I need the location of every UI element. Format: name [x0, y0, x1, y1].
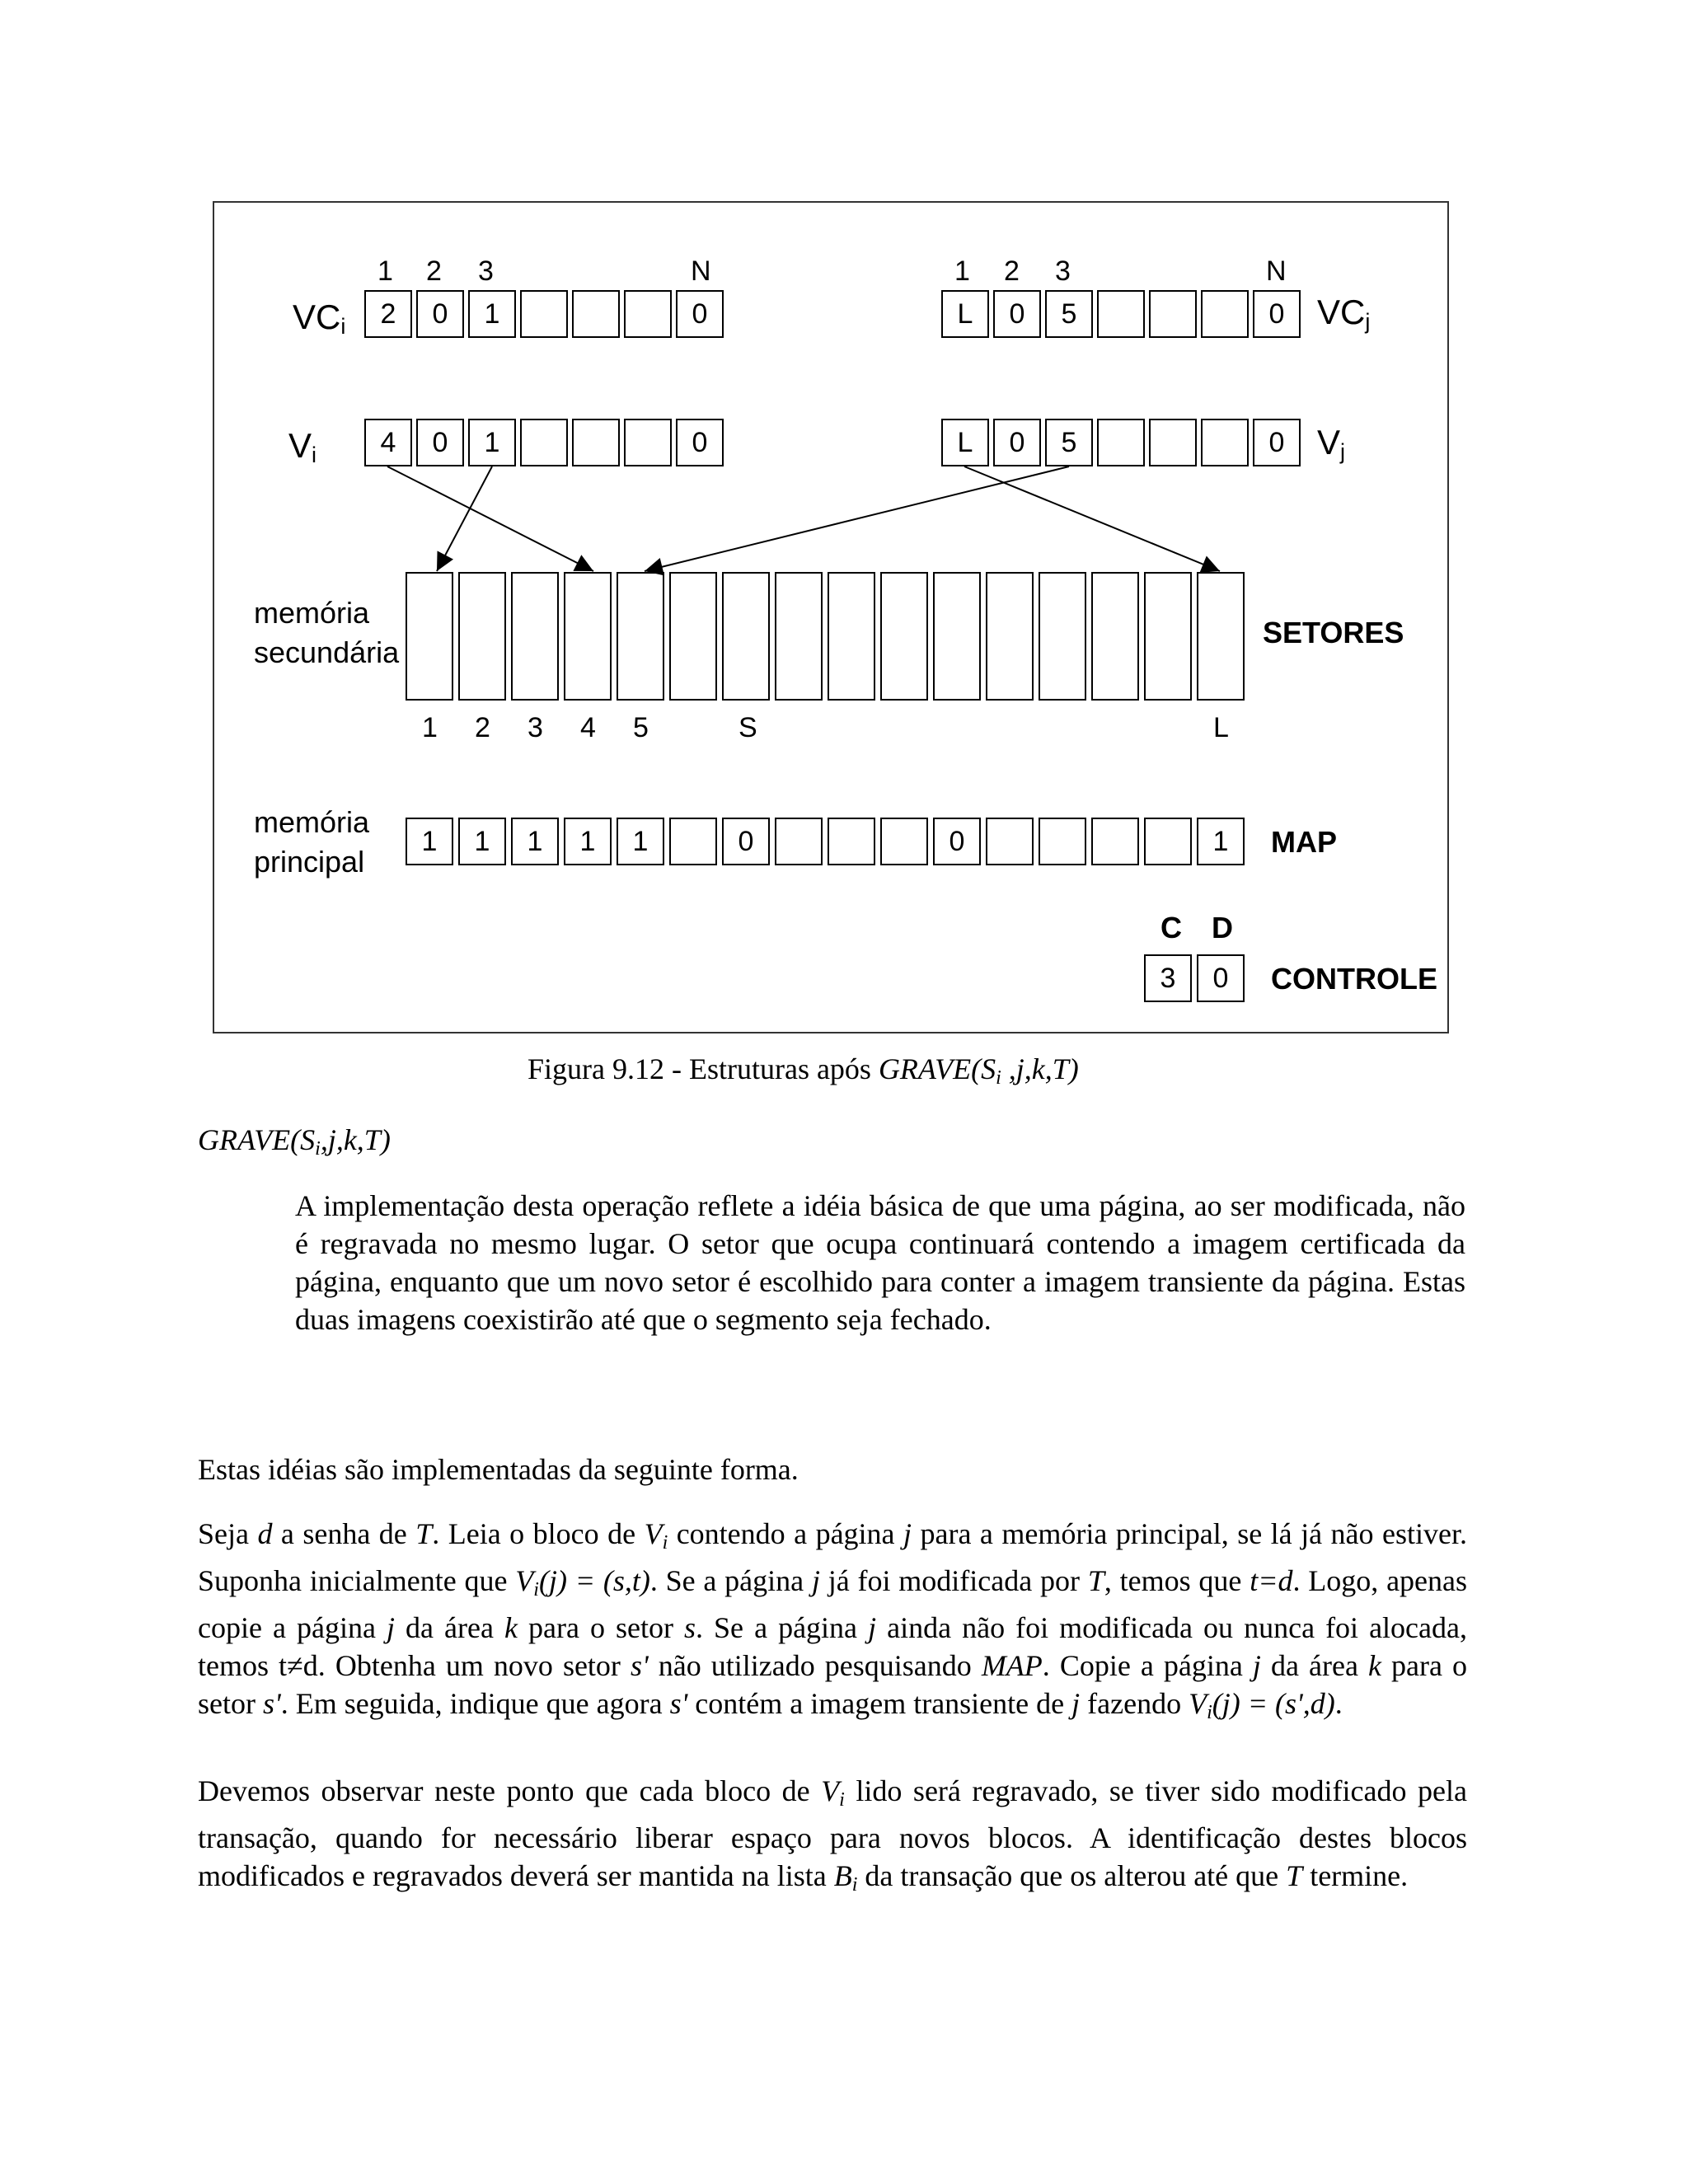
- sector-cell: [511, 572, 559, 701]
- vcj-cell: 0: [1253, 290, 1301, 338]
- map-cell: 1: [511, 818, 559, 865]
- map-cell: 1: [617, 818, 664, 865]
- sector-cell: [1039, 572, 1086, 701]
- map-cell: [775, 818, 823, 865]
- sector-cell: [458, 572, 506, 701]
- sector-index: 1: [422, 712, 438, 743]
- main-memory-label: memória principal: [254, 805, 370, 879]
- vcj-label: $VC_j$: [1317, 293, 1371, 334]
- vci-label: $VC_i$: [293, 298, 346, 339]
- vci-index-2: 2: [426, 255, 442, 287]
- control-cell: 3: [1144, 954, 1192, 1002]
- paragraph-rewrite-observation: Devemos observar neste ponto que cada bloco de $V_i$ lido será regravado, se tiver sido modificado pela transação, quando for necessário liberar espaço para novos blocos. A identificação destes blocos modificados e regravados deverá ser mantida na lista $B_i$ da transação que os alterou até que T termine.: [198, 1774, 1467, 1896]
- vj-cell: 0: [993, 419, 1041, 466]
- sector-index: L: [1213, 712, 1229, 743]
- map-cell: 1: [1197, 818, 1245, 865]
- sector-index: 4: [580, 712, 596, 743]
- map-cell: [1091, 818, 1139, 865]
- control-label: CONTROLE: [1271, 962, 1437, 996]
- sector-cell: [564, 572, 612, 701]
- vj-label: $V_j$: [1317, 423, 1346, 464]
- sector-cell: [775, 572, 823, 701]
- map-cell: [1144, 818, 1192, 865]
- vi-cell: 1: [468, 419, 516, 466]
- map-cell: 1: [564, 818, 612, 865]
- sector-index: 5: [633, 712, 649, 743]
- sector-cell: [1144, 572, 1192, 701]
- vcj-cell: L: [941, 290, 989, 338]
- arrow-vj1-to-sectorL: [964, 466, 1220, 571]
- map-cell: 0: [722, 818, 770, 865]
- control-cell: 0: [1197, 954, 1245, 1002]
- sector-cell: [722, 572, 770, 701]
- sector-cell: [933, 572, 981, 701]
- vcj-index-1: 1: [954, 255, 970, 287]
- map-cell: [986, 818, 1034, 865]
- sector-cell: [617, 572, 664, 701]
- map-label: MAP: [1271, 825, 1337, 859]
- vcj-index-3: 3: [1055, 255, 1071, 287]
- map-cell: [828, 818, 875, 865]
- vcj-cell: 5: [1045, 290, 1093, 338]
- vci-index-1: 1: [377, 255, 393, 287]
- map-cell: [880, 818, 928, 865]
- vcj-index-n: N: [1266, 255, 1287, 287]
- figure-9-12: [213, 201, 1449, 1033]
- arrow-vi1-to-sector4: [387, 466, 593, 571]
- figure-caption: Figura 9.12 - Estruturas após $GRAVE(S_i$ ,j,k,T): [528, 1052, 1079, 1089]
- vj-cell: 5: [1045, 419, 1093, 466]
- vci-cell: 1: [468, 290, 516, 338]
- vcj-cell: 0: [993, 290, 1041, 338]
- control-d-label: D: [1212, 911, 1233, 944]
- map-cell: 1: [406, 818, 453, 865]
- map-cell: [1039, 818, 1086, 865]
- vj-cell: L: [941, 419, 989, 466]
- vj-cell: 0: [1253, 419, 1301, 466]
- sector-index: 3: [528, 712, 543, 743]
- control-c-label: C: [1160, 911, 1182, 944]
- sector-index: S: [738, 712, 757, 743]
- paragraph-implementation-intro: Estas idéias são implementadas da seguinte forma.: [198, 1453, 799, 1486]
- vi-label: $V_i$: [288, 426, 317, 467]
- vcj-index-2: 2: [1004, 255, 1020, 287]
- sector-cell: [406, 572, 453, 701]
- vci-cell: 0: [416, 290, 464, 338]
- sector-cell: [1091, 572, 1139, 701]
- vi-cell: 4: [364, 419, 412, 466]
- sectors-label: SETORES: [1263, 616, 1404, 649]
- sector-cell: [880, 572, 928, 701]
- arrow-vj3-to-sector5: [645, 466, 1069, 571]
- vi-cell: 0: [676, 419, 724, 466]
- sector-cell: [828, 572, 875, 701]
- paragraph-operation-description: A implementação desta operação reflete a idéia básica de que uma página, ao ser modificada, não é regravada no mesmo lugar. O setor que ocupa continuará contendo a imagem certificada da página, enquanto que um novo setor é escolhido para conter a imagem transiente da página. Estas duas imagens coexistirão até que o segmento seja fechado.: [295, 1189, 1465, 1336]
- map-cell: [669, 818, 717, 865]
- vci-cell: 0: [676, 290, 724, 338]
- map-cell: 1: [458, 818, 506, 865]
- sector-cell: [669, 572, 717, 701]
- sector-cell: [1197, 572, 1245, 701]
- operation-heading: $GRAVE(S_i,j,k,T)$: [198, 1123, 391, 1160]
- secondary-memory-label: memória secundária: [254, 596, 400, 669]
- sector-index: 2: [475, 712, 490, 743]
- vci-index-n: N: [691, 255, 711, 287]
- vi-cell: 0: [416, 419, 464, 466]
- map-cell: 0: [933, 818, 981, 865]
- sector-cell: [986, 572, 1034, 701]
- vci-index-3: 3: [478, 255, 494, 287]
- arrow-vi3-to-sector1: [437, 466, 492, 571]
- paragraph-implementation-steps: Seja d a senha de T. Leia o bloco de $V_i$ contendo a página j para a memória principal, se lá já não estiver. Suponha inicialmente que $V_i(j) = (s,t)$. Se a página j já foi modificada por T, temos que t=d. Logo, apenas copie a página j da área k para o setor s. Se a página j ainda não foi modificada ou nunca foi alocada, temos t≠d. Obtenha um novo setor s' não utilizado pesquisando MAP. Copie a página j da área k para o setor s'. Em seguida, indique que agora s' contém a imagem transiente de j fazendo $V_i(j) = (s',d)$.: [198, 1517, 1468, 1723]
- vci-cell: 2: [364, 290, 412, 338]
